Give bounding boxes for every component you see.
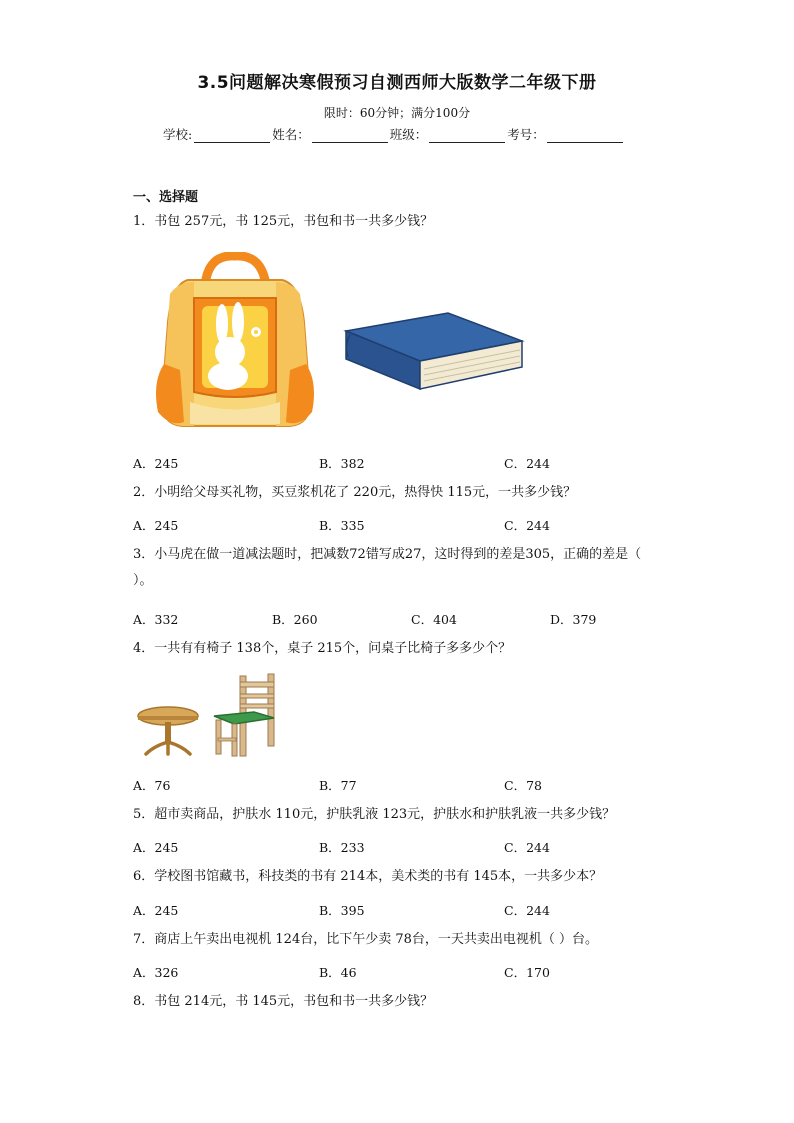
option-a[interactable]: A．76 bbox=[133, 778, 171, 793]
name-label: 姓名： bbox=[272, 127, 310, 142]
question-8: 8．书包 214元，书 145元，书包和书一共多少钱？ bbox=[133, 994, 434, 1009]
option-b[interactable]: B．335 bbox=[319, 518, 365, 533]
chair-icon bbox=[210, 672, 280, 758]
option-a[interactable]: A．332 bbox=[133, 612, 179, 627]
option-c[interactable]: C．244 bbox=[504, 518, 550, 533]
option-a[interactable]: A．245 bbox=[133, 903, 179, 918]
option-b[interactable]: B．233 bbox=[319, 840, 365, 855]
option-c[interactable]: C．404 bbox=[411, 612, 457, 627]
option-b[interactable]: B．46 bbox=[319, 965, 357, 980]
class-label: 班级： bbox=[389, 127, 428, 142]
question-6: 6．学校图书馆藏书，科技类的书有 214本，美术类的书有 145本，一共多少本？ bbox=[133, 869, 603, 884]
exam-subtitle: 限时：60分钟；满分100分 bbox=[323, 106, 471, 120]
book-icon bbox=[338, 305, 526, 395]
option-b[interactable]: B．395 bbox=[319, 903, 365, 918]
option-d[interactable]: D．379 bbox=[550, 612, 597, 627]
option-a[interactable]: A．326 bbox=[133, 965, 179, 980]
question-3: 3．小马虎在做一道减法题时，把减数72错写成27，这时得到的差是305，正确的差是（ ）。 bbox=[133, 547, 642, 588]
question-4: 4．一共有有椅子 138个，桌子 215个，问桌子比椅子多多少个？ bbox=[133, 641, 512, 656]
student-info-line bbox=[163, 125, 633, 143]
option-b[interactable]: B．382 bbox=[319, 456, 365, 471]
option-c[interactable]: C．244 bbox=[504, 840, 550, 855]
option-a[interactable]: A．245 bbox=[133, 518, 179, 533]
exam-number-label: 考号： bbox=[507, 127, 545, 142]
option-a[interactable]: A．245 bbox=[133, 456, 179, 471]
exam-number-blank[interactable] bbox=[547, 128, 623, 143]
option-c[interactable]: C．244 bbox=[504, 903, 550, 918]
backpack-icon bbox=[150, 252, 320, 432]
section-title: 一、选择题 bbox=[133, 190, 199, 205]
option-a[interactable]: A．245 bbox=[133, 840, 179, 855]
option-b[interactable]: B．260 bbox=[272, 612, 318, 627]
question-7: 7．商店上午卖出电视机 124台，比下午少卖 78台，一天共卖出电视机（ ）台。 bbox=[133, 932, 599, 947]
question-1: 1．书包 257元，书 125元，书包和书一共多少钱？ bbox=[133, 214, 434, 229]
option-c[interactable]: C．78 bbox=[504, 778, 542, 793]
class-blank[interactable] bbox=[429, 128, 505, 143]
question-2: 2．小明给父母买礼物，买豆浆机花了 220元，热得快 115元，一共多少钱？ bbox=[133, 485, 577, 500]
option-b[interactable]: B．77 bbox=[319, 778, 357, 793]
table-icon bbox=[136, 700, 200, 758]
name-blank[interactable] bbox=[312, 128, 388, 143]
school-label: 学校: bbox=[163, 127, 193, 142]
school-blank[interactable] bbox=[194, 128, 270, 143]
option-c[interactable]: C．170 bbox=[504, 965, 550, 980]
question-5: 5．超市卖商品，护肤水 110元，护肤乳液 123元，护肤水和护肤乳液一共多少钱？ bbox=[133, 807, 616, 822]
option-c[interactable]: C．244 bbox=[504, 456, 550, 471]
page-title: 3.5问题解决寒假预习自测西师大版数学二年级下册 bbox=[197, 73, 597, 93]
